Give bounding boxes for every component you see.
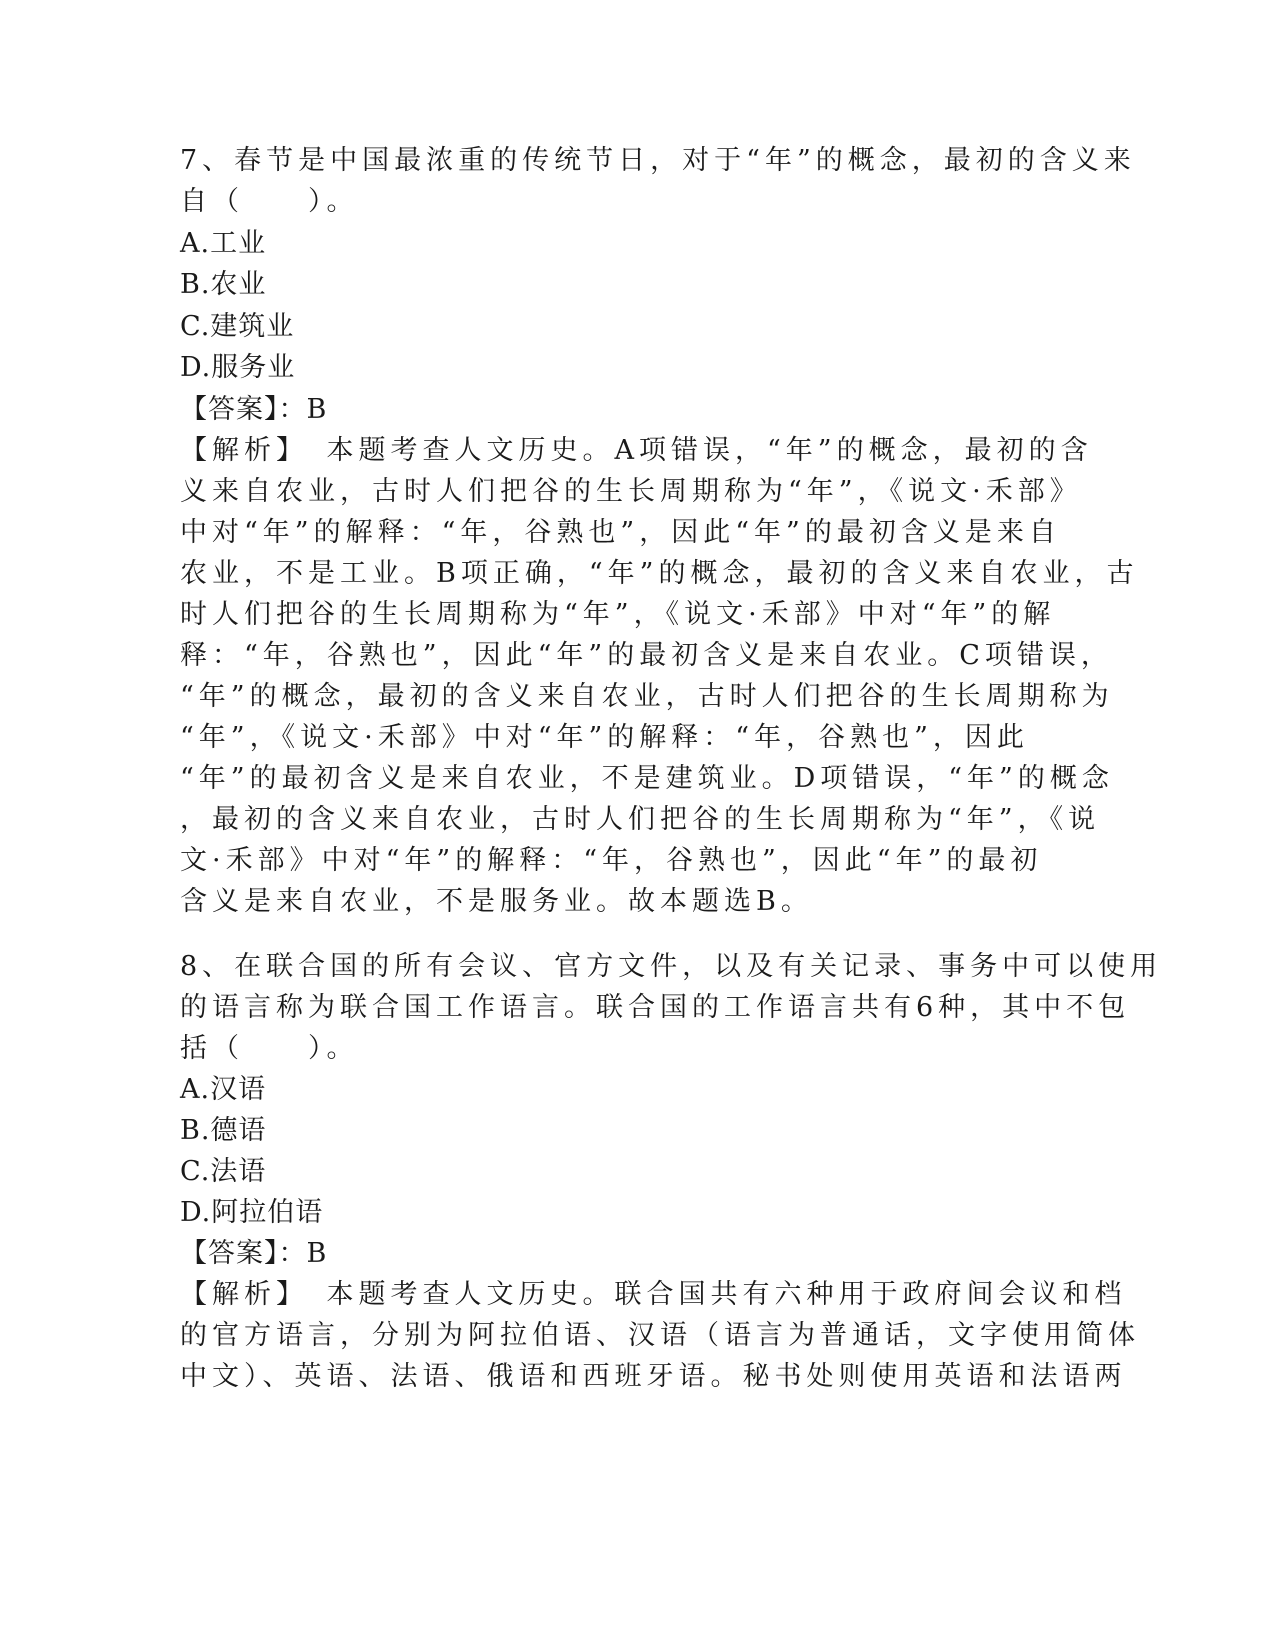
analysis-line: 农业，不是工业。B项正确，“年”的概念，最初的含义来自农业，古 (180, 558, 1139, 589)
analysis-line: 的官方语言，分别为阿拉伯语、汉语（语言为普通话，文字使用简体 (180, 1320, 1140, 1351)
analysis-line: “年”的最初含义是来自农业，不是建筑业。D项错误，“年”的概念 (180, 763, 1114, 794)
option-c: C.法语 (180, 1156, 267, 1187)
question-stem-line: 的语言称为联合国工作语言。联合国的工作语言共有6种，其中不包 (180, 992, 1131, 1023)
answer-line: 【答案】：B (180, 1238, 328, 1269)
question-stem-line: 7、春节是中国最浓重的传统节日，对于“年”的概念，最初的含义来 (180, 145, 1136, 176)
question-stem-line: 自（ ）。 (180, 186, 359, 217)
analysis-line: 中对“年”的解释：“年，谷熟也”，因此“年”的最初含义是来自 (180, 517, 1061, 548)
question-stem-line: 8、在联合国的所有会议、官方文件，以及有关记录、事务中可以使用 (180, 951, 1163, 982)
analysis-line: 释：“年，谷熟也”，因此“年”的最初含义是来自农业。C项错误， (180, 640, 1113, 671)
question-stem-line: 括（ ）。 (180, 1033, 359, 1064)
option-d: D.服务业 (180, 352, 296, 383)
option-c: C.建筑业 (180, 311, 295, 342)
option-d: D.阿拉伯语 (180, 1197, 324, 1228)
option-a: A.工业 (180, 228, 267, 259)
analysis-line: 【解析】 本题考查人文历史。A项错误，“年”的概念，最初的含 (180, 435, 1093, 466)
analysis-line: “年”，《说文·禾部》中对“年”的解释：“年，谷熟也”，因此 (180, 722, 1029, 753)
analysis-line: 时人们把谷的生长周期称为“年”，《说文·禾部》中对“年”的解 (180, 599, 1056, 630)
analysis-line: 义来自农业，古时人们把谷的生长周期称为“年”，《说文·禾部》 (180, 476, 1082, 507)
analysis-line: ，最初的含义来自农业，古时人们把谷的生长周期称为“年”，《说 (180, 804, 1101, 835)
answer-line: 【答案】：B (180, 394, 328, 425)
analysis-line: “年”的概念，最初的含义来自农业，古时人们把谷的生长周期称为 (180, 681, 1114, 712)
analysis-line: 【解析】 本题考查人文历史。联合国共有六种用于政府间会议和档 (180, 1279, 1127, 1310)
option-b: B.农业 (180, 269, 267, 300)
analysis-line: 中文）、英语、法语、俄语和西班牙语。秘书处则使用英语和法语两 (180, 1361, 1127, 1392)
analysis-line: 含义是来自农业，不是服务业。故本题选B。 (180, 886, 813, 917)
option-a: A.汉语 (180, 1074, 267, 1105)
option-b: B.德语 (180, 1115, 267, 1146)
analysis-line: 文·禾部》中对“年”的解释：“年，谷熟也”，因此“年”的最初 (180, 845, 1043, 876)
